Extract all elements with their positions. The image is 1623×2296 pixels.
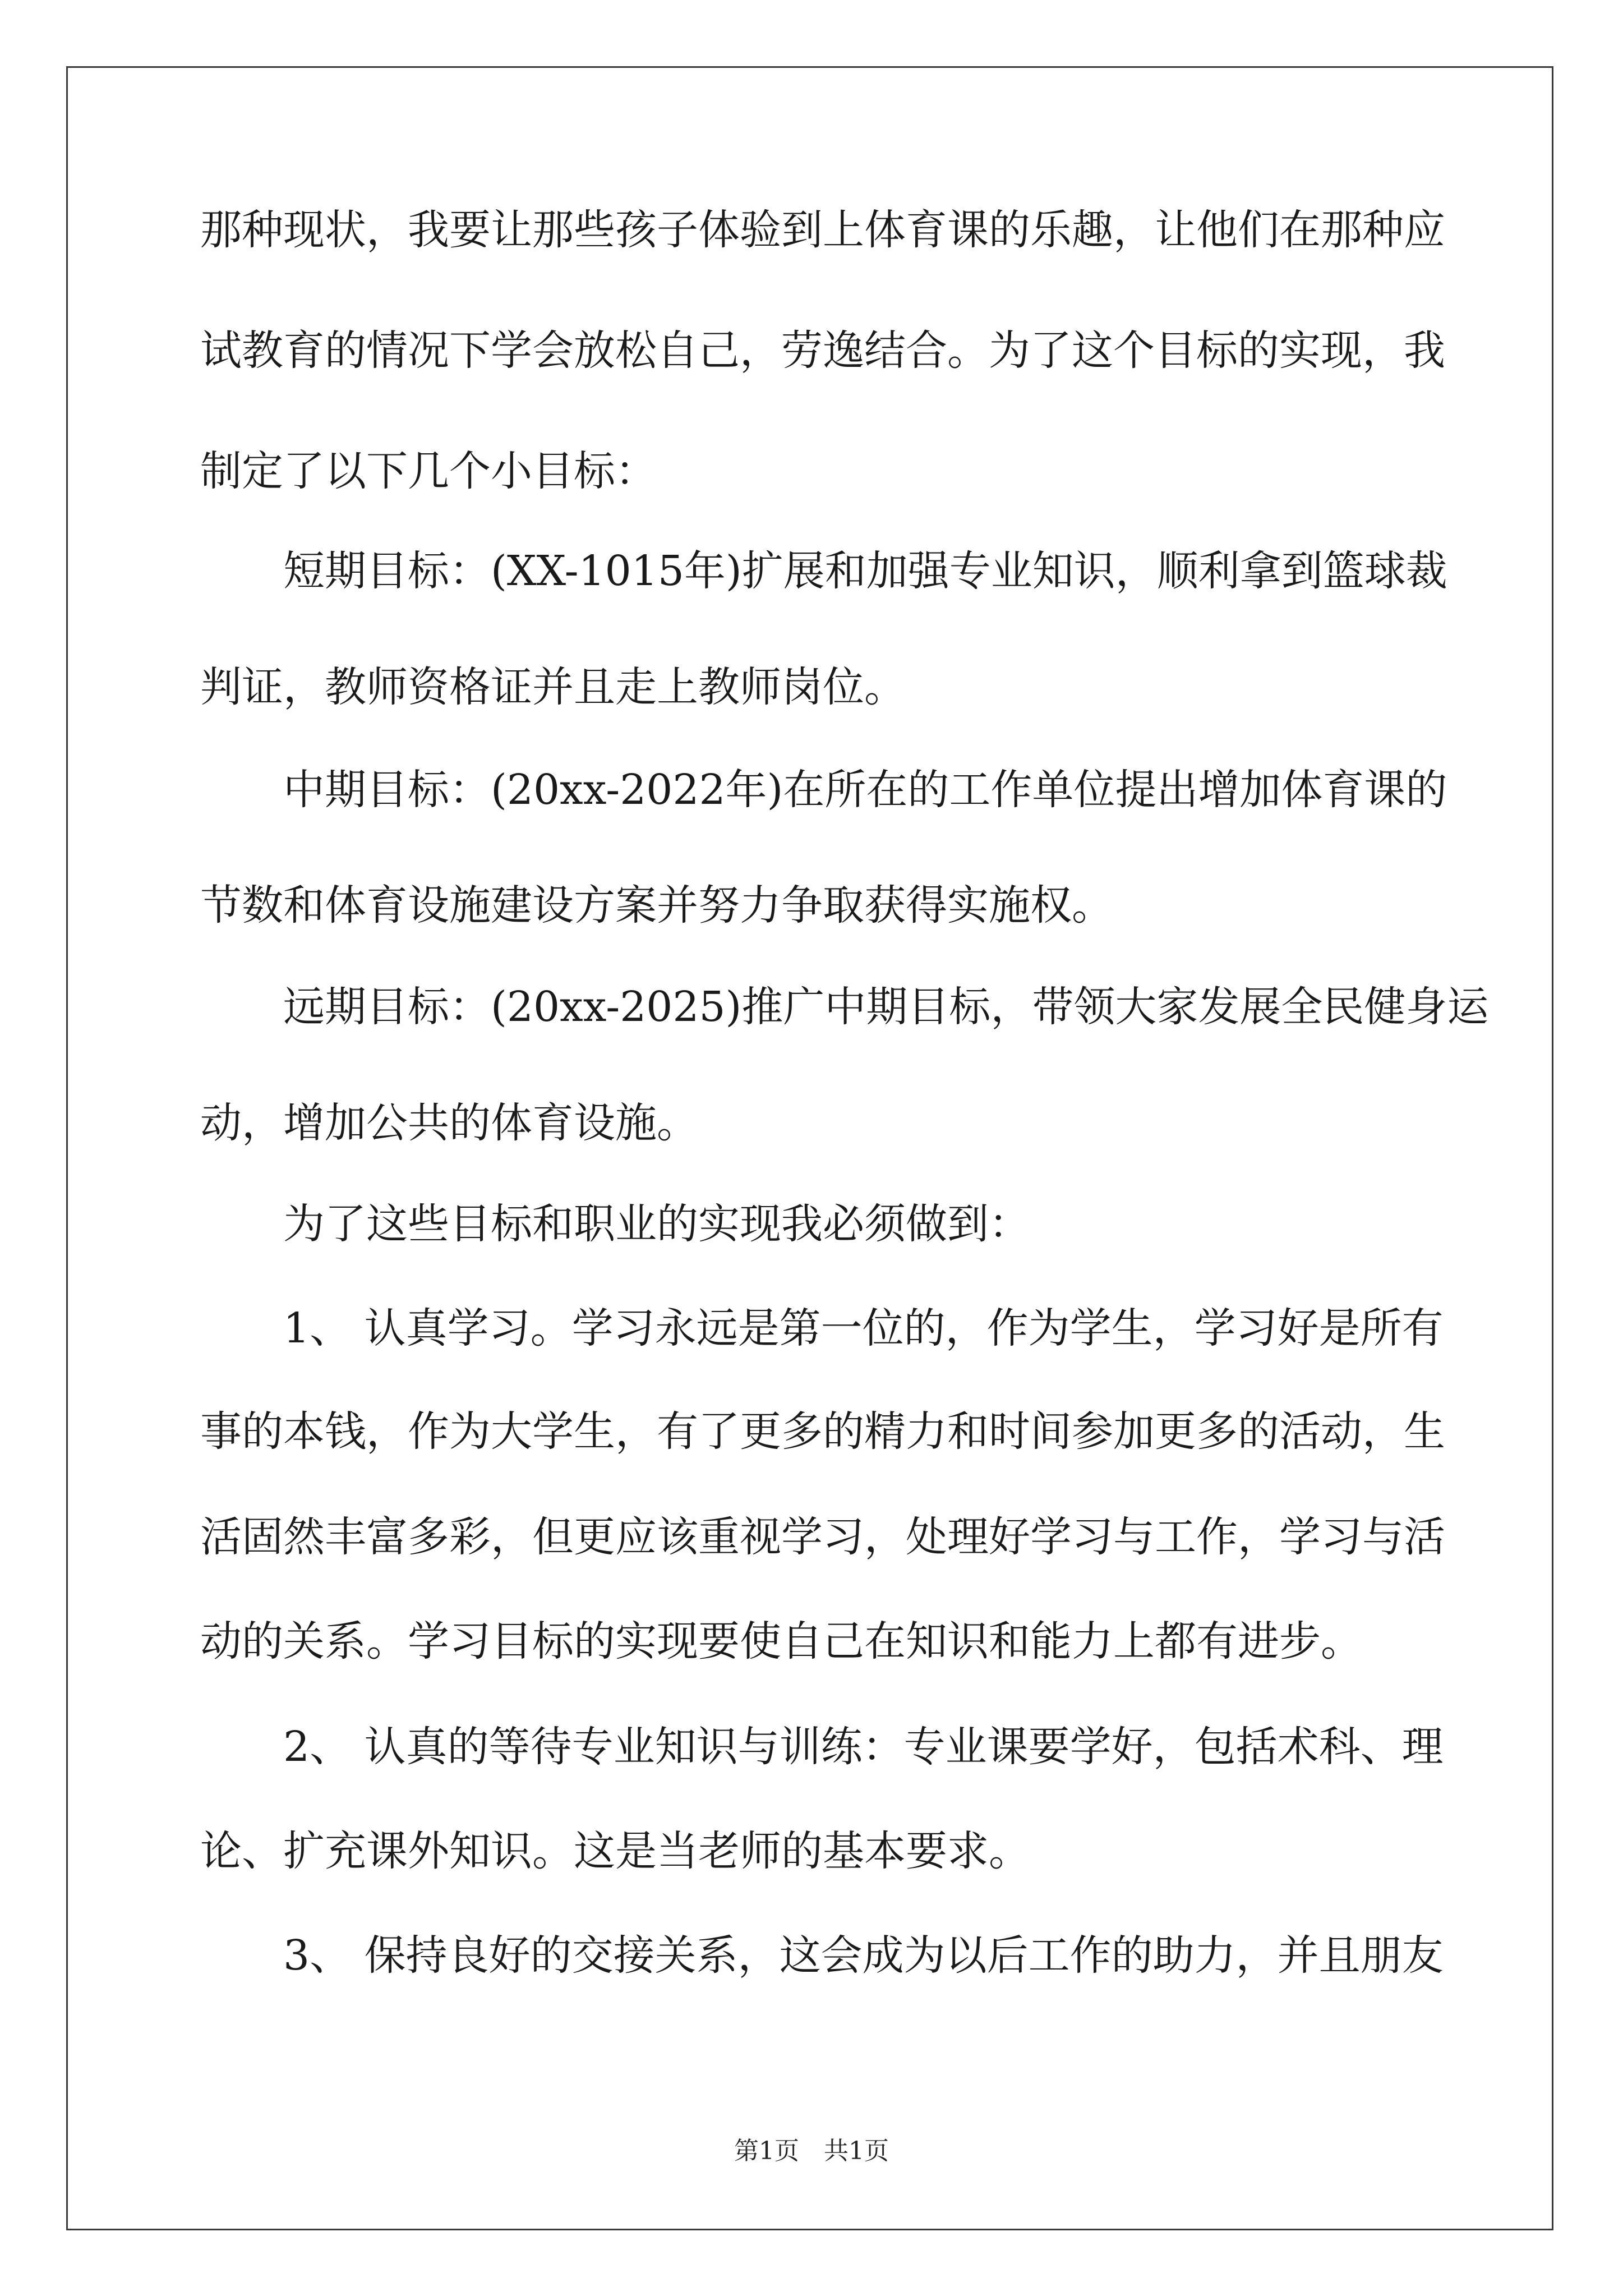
text-line: 活固然丰富多彩，但更应该重视学习，处理好学习与工作，学习与活 <box>200 1513 1445 1561</box>
text-line: 2、 认真的等待专业知识与训练：专业课要学好，包括术科、理 <box>283 1723 1444 1771</box>
text-line: 那种现状，我要让那些孩子体验到上体育课的乐趣，让他们在那种应 <box>200 206 1445 254</box>
text-line: 节数和体育设施建设方案并努力争取获得实施权。 <box>200 881 1113 930</box>
text-line: 动的关系。学习目标的实现要使自己在知识和能力上都有进步。 <box>200 1617 1362 1665</box>
page-number-footer: 第1页 共1页 <box>734 2137 889 2165</box>
text-line: 中期目标：(20xx-2022年)在所在的工作单位提出增加体育课的 <box>283 766 1447 814</box>
text-line: 判证，教师资格证并且走上教师岗位。 <box>200 663 906 711</box>
text-line: 1、 认真学习。学习永远是第一位的，作为学生，学习好是所有 <box>283 1304 1444 1352</box>
text-line: 短期目标：(XX-1015年)扩展和加强专业知识，顺利拿到篮球裁 <box>283 547 1447 595</box>
text-line: 为了这些目标和职业的实现我必须做到： <box>283 1200 1030 1248</box>
text-line: 3、 保持良好的交接关系，这会成为以后工作的助力，并且朋友 <box>283 1931 1444 1980</box>
text-line: 远期目标：(20xx-2025)推广中期目标，带领大家发展全民健身运 <box>283 983 1489 1031</box>
text-line: 试教育的情况下学会放松自己，劳逸结合。为了这个目标的实现，我 <box>200 326 1445 375</box>
text-line: 制定了以下几个小目标： <box>200 447 657 495</box>
text-line: 动，增加公共的体育设施。 <box>200 1099 698 1147</box>
text-line: 事的本钱，作为大学生，有了更多的精力和时间参加更多的活动，生 <box>200 1407 1445 1456</box>
text-line: 论、扩充课外知识。这是当老师的基本要求。 <box>200 1827 1030 1875</box>
